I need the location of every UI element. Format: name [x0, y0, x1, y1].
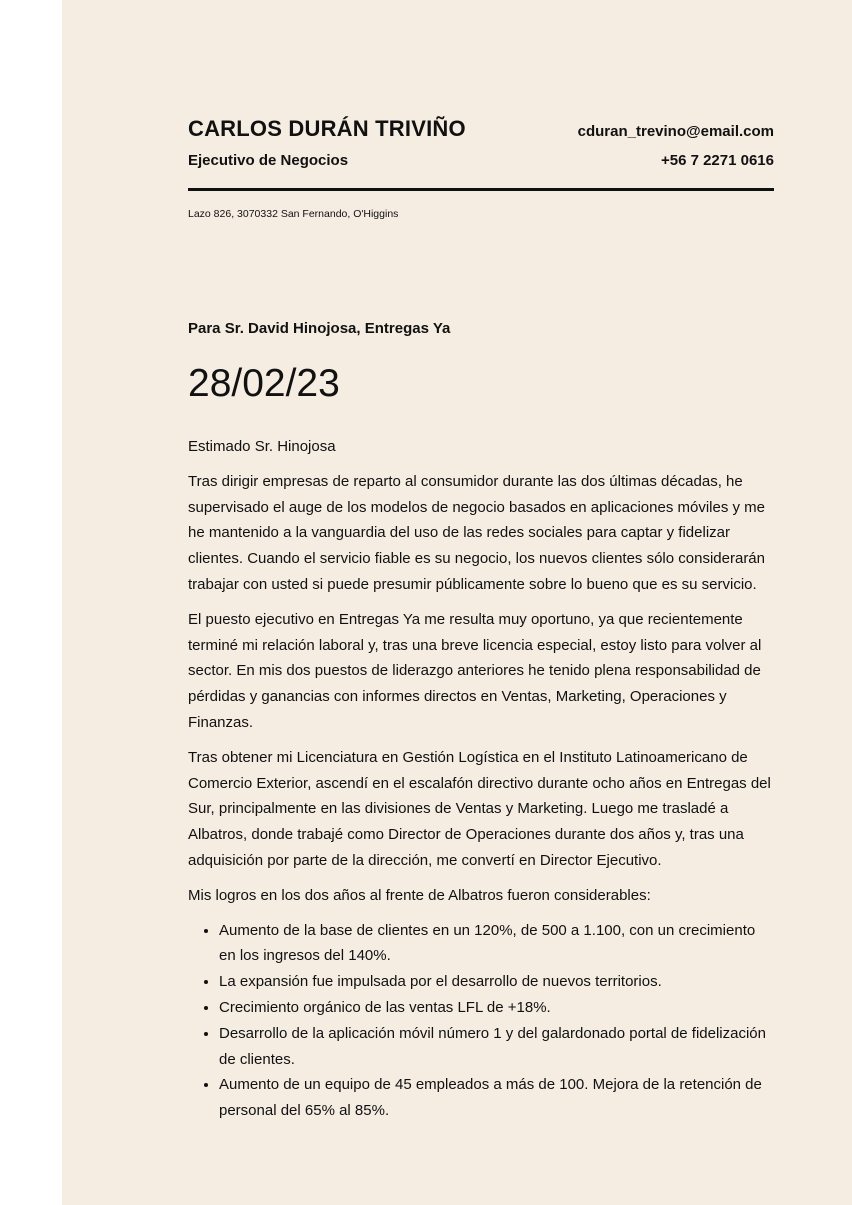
- paragraph: Tras dirigir empresas de reparto al consumidor durante las dos últimas décadas, he supervisado el auge de los modelos de negocio basados en aplicaciones móviles y me he mantenido a la vanguardia del uso de las redes sociales para captar y fidelizar clientes. Cuando el servicio fiable es su negocio, los nuevos clientes sólo considerarán trabajar con usted si puede presumir públicamente sobre lo bueno que es su servicio.: [188, 472, 766, 593]
- paragraph: El puesto ejecutivo en Entregas Ya me resulta muy oportuno, ya que recientemente terminé mi relación laboral y, tras una breve licencia especial, estoy listo para volver al sector. En mis dos puestos de liderazgo anteriores he tenido plena responsabilidad de pérdidas y ganancias con informes directos en Ventas, Marketing, Operaciones y Finanzas.: [188, 610, 762, 731]
- letter-date: 28/02/23: [188, 362, 340, 405]
- achievement-item: • Desarrollo de la aplicación móvil número 1 y del galardonado portal de fidelización de clientes.: [219, 1021, 774, 1073]
- sender-address: Lazo 826, 3070332 San Fernando, O'Higgins: [188, 208, 399, 220]
- achievement-item: • Aumento de un equipo de 45 empleados a más de 100. Mejora de la retención de personal del 65% al 85%.: [219, 1072, 774, 1124]
- sender-email: cduran_trevino@email.com: [577, 123, 774, 140]
- letter-body: [188, 434, 774, 1124]
- header-divider: [188, 188, 774, 191]
- sender-name: CARLOS DURÁN TRIVIÑO: [188, 116, 466, 141]
- paragraph: Tras obtener mi Licenciatura en Gestión Logística en el Instituto Latinoamericano de Comercio Exterior, ascendí en el escalafón directivo durante ocho años en Entregas del Sur, principalmente en las divisiones de Ventas y Marketing. Luego me trasladé a Albatros, donde trabajé como Director de Operaciones durante dos años y, tras una adquisición por parte de la dirección, me convertí en Director Ejecutivo.: [188, 748, 771, 869]
- letter-header: [188, 114, 774, 178]
- achievement-item: • Aumento de la base de clientes en un 120%, de 500 a 1.100, con un crecimiento en los ingresos del 140%.: [219, 918, 774, 970]
- letter-page: [62, 0, 852, 1205]
- recipient-line: Para Sr. David Hinojosa, Entregas Ya: [188, 320, 451, 337]
- sender-role: Ejecutivo de Negocios: [188, 152, 349, 169]
- achievements-list: [188, 918, 774, 1124]
- greeting: Estimado Sr. Hinojosa: [188, 438, 336, 455]
- achievement-item: • La expansión fue impulsada por el desarrollo de nuevos territorios.: [219, 969, 774, 995]
- achievement-item: • Crecimiento orgánico de las ventas LFL de +18%.: [219, 995, 774, 1021]
- sender-phone: +56 7 2271 0616: [660, 152, 774, 169]
- paragraph: Mis logros en los dos años al frente de Albatros fueron considerables:: [188, 886, 651, 904]
